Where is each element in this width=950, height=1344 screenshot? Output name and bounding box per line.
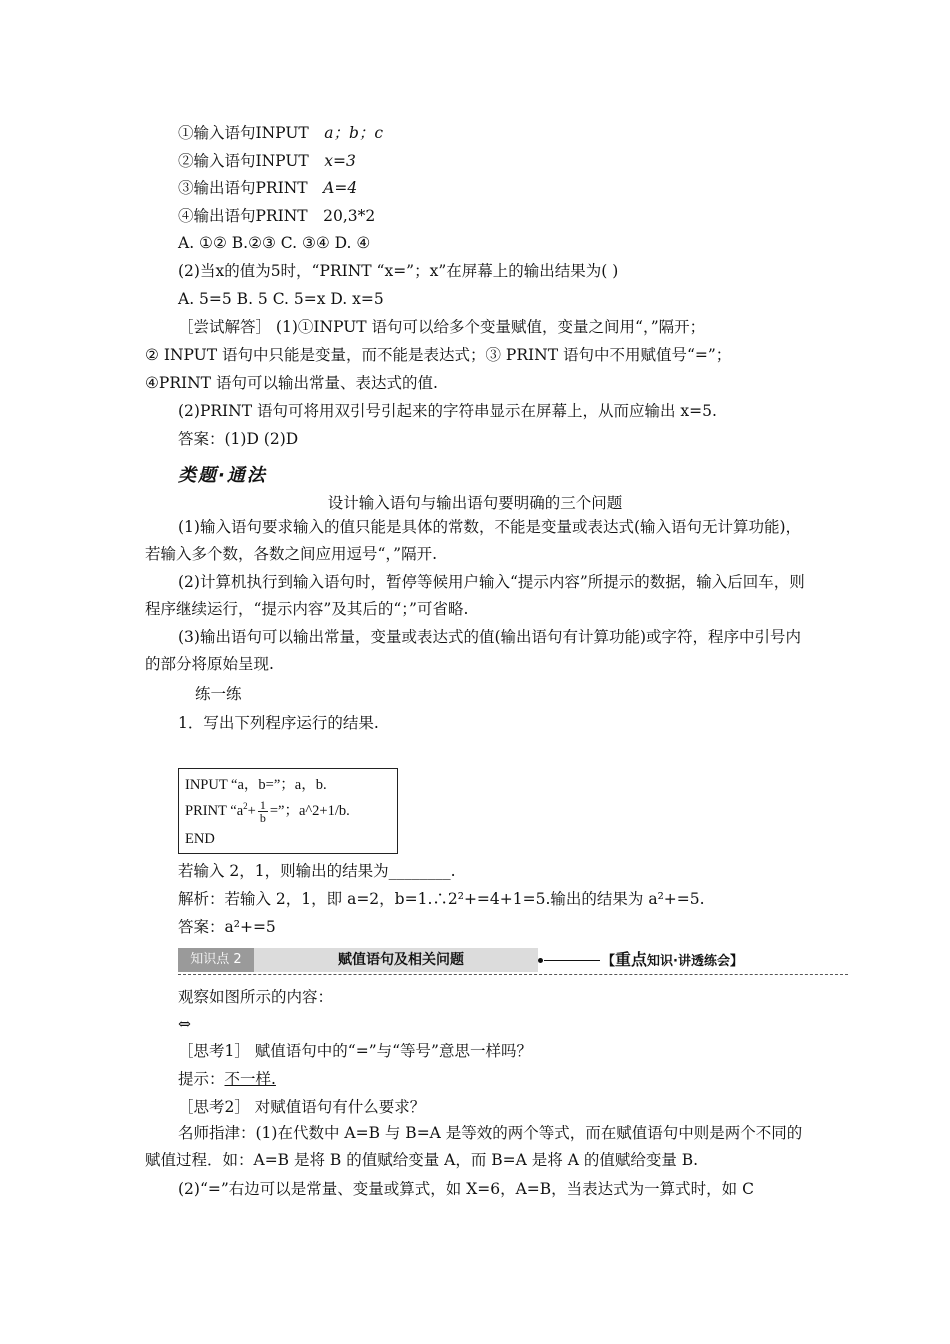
code-line-2: PRINT “$a^2+$ $\frac{1}{b}$ =”；a^2+1/b.	[185, 798, 350, 826]
think-2: ［思考2］ 对赋值语句有什么要求？	[178, 1098, 426, 1116]
answer: 答案：(1)D (2)D	[178, 430, 299, 448]
knowledge-point-tag: 知识点 2	[178, 948, 254, 972]
knowledge-point-bar	[178, 948, 810, 972]
choices-2: A. 5=5 B. 5 C. 5=x D. x=5	[178, 290, 384, 308]
fill-in: 若输入 2，1，则输出的结果为________.	[178, 862, 456, 880]
center-title: 设计输入语句与输出语句要明确的三个问题	[327, 494, 623, 512]
teacher-note-1: 名师指津：(1)在代数中 A=B 与 B=A 是等效的两个等式，而在赋值语句中则是两个不同的赋值过程．如：A=B 是将 B 的值赋给变量 A，而 B=A 是将 A 的值赋给变量 B.	[145, 1124, 803, 1169]
code-line-1: INPUT “a，b=”；a，b.	[185, 777, 327, 793]
answer-2: 答案：a²+=5	[178, 918, 276, 936]
equivalence-arrow-icon: ⇔	[178, 1015, 191, 1033]
code-box	[178, 768, 398, 854]
code-line-3: END	[185, 831, 215, 847]
option-1: ①输入语句INPUT a；b；c	[178, 124, 384, 142]
option-2: ②输入语句INPUT x=3	[178, 152, 356, 170]
dashed-divider	[178, 974, 848, 975]
point-2: (2)计算机执行到输入语句时，暂停等候用户输入“提示内容”所提示的数据，输入后回车，则程序继续运行，“提示内容”及其后的“；”可省略.	[145, 573, 805, 618]
point-3: (3)输出语句可以输出常量，变量或表达式的值(输出语句有计算功能)或字符，程序中引号内的部分将原始呈现.	[145, 628, 802, 673]
divider	[544, 960, 600, 961]
practice-label: 练一练	[195, 685, 242, 703]
think-1: ［思考1］ 赋值语句中的“=”与“等号”意思一样吗？	[178, 1042, 532, 1060]
hint: 提示：不一样.	[178, 1070, 276, 1088]
exercise-1: 1．写出下列程序运行的结果.	[178, 714, 379, 732]
key-point-label: 【重点知识·讲透练会】	[602, 950, 743, 969]
observe: 观察如图所示的内容：	[178, 988, 334, 1006]
solution-1-line-1: ［尝试解答］ (1)①INPUT 语句可以给多个变量赋值，变量之间用“，”隔开；	[178, 318, 706, 336]
teacher-note-2: (2)“=”右边可以是常量、变量或算式，如 X=6，A=B，当表达式为一算式时，如 C	[178, 1180, 754, 1198]
option-4: ④输出语句PRINT 20,3*2	[178, 207, 376, 225]
section-heading: 类题·通法	[178, 465, 267, 486]
question-2: (2)当x的值为5时，“PRINT “x=”；x”在屏幕上的输出结果为( )	[178, 262, 619, 280]
choices-1: A. ①② B.②③ C. ③④ D. ④	[178, 234, 371, 252]
point-1: (1)输入语句要求输入的值只能是具体的常数，不能是变量或表达式(输入语句无计算功能)，若输入多个数，各数之间应用逗号“，”隔开.	[145, 518, 802, 563]
bullet-icon	[538, 958, 543, 963]
solution-1-line-2: ② INPUT 语句中只能是变量，而不能是表达式；③ PRINT 语句中不用赋值号“=”；	[145, 346, 732, 364]
fraction: $\frac{1}{b}$	[259, 798, 266, 826]
knowledge-point-title: 赋值语句及相关问题	[338, 952, 464, 968]
solution-2: (2)PRINT 语句可将用双引号引起来的字符串显示在屏幕上，从而应输出 x=5.	[178, 402, 717, 420]
analysis: 解析：若输入 2，1，即 a=2，b=1.∴2²+=4+1=5.输出的结果为 a²+=5.	[178, 890, 705, 908]
option-3: ③输出语句PRINT A=4	[178, 179, 358, 197]
solution-1-line-3: ④PRINT 语句可以输出常量、表达式的值.	[145, 374, 438, 392]
